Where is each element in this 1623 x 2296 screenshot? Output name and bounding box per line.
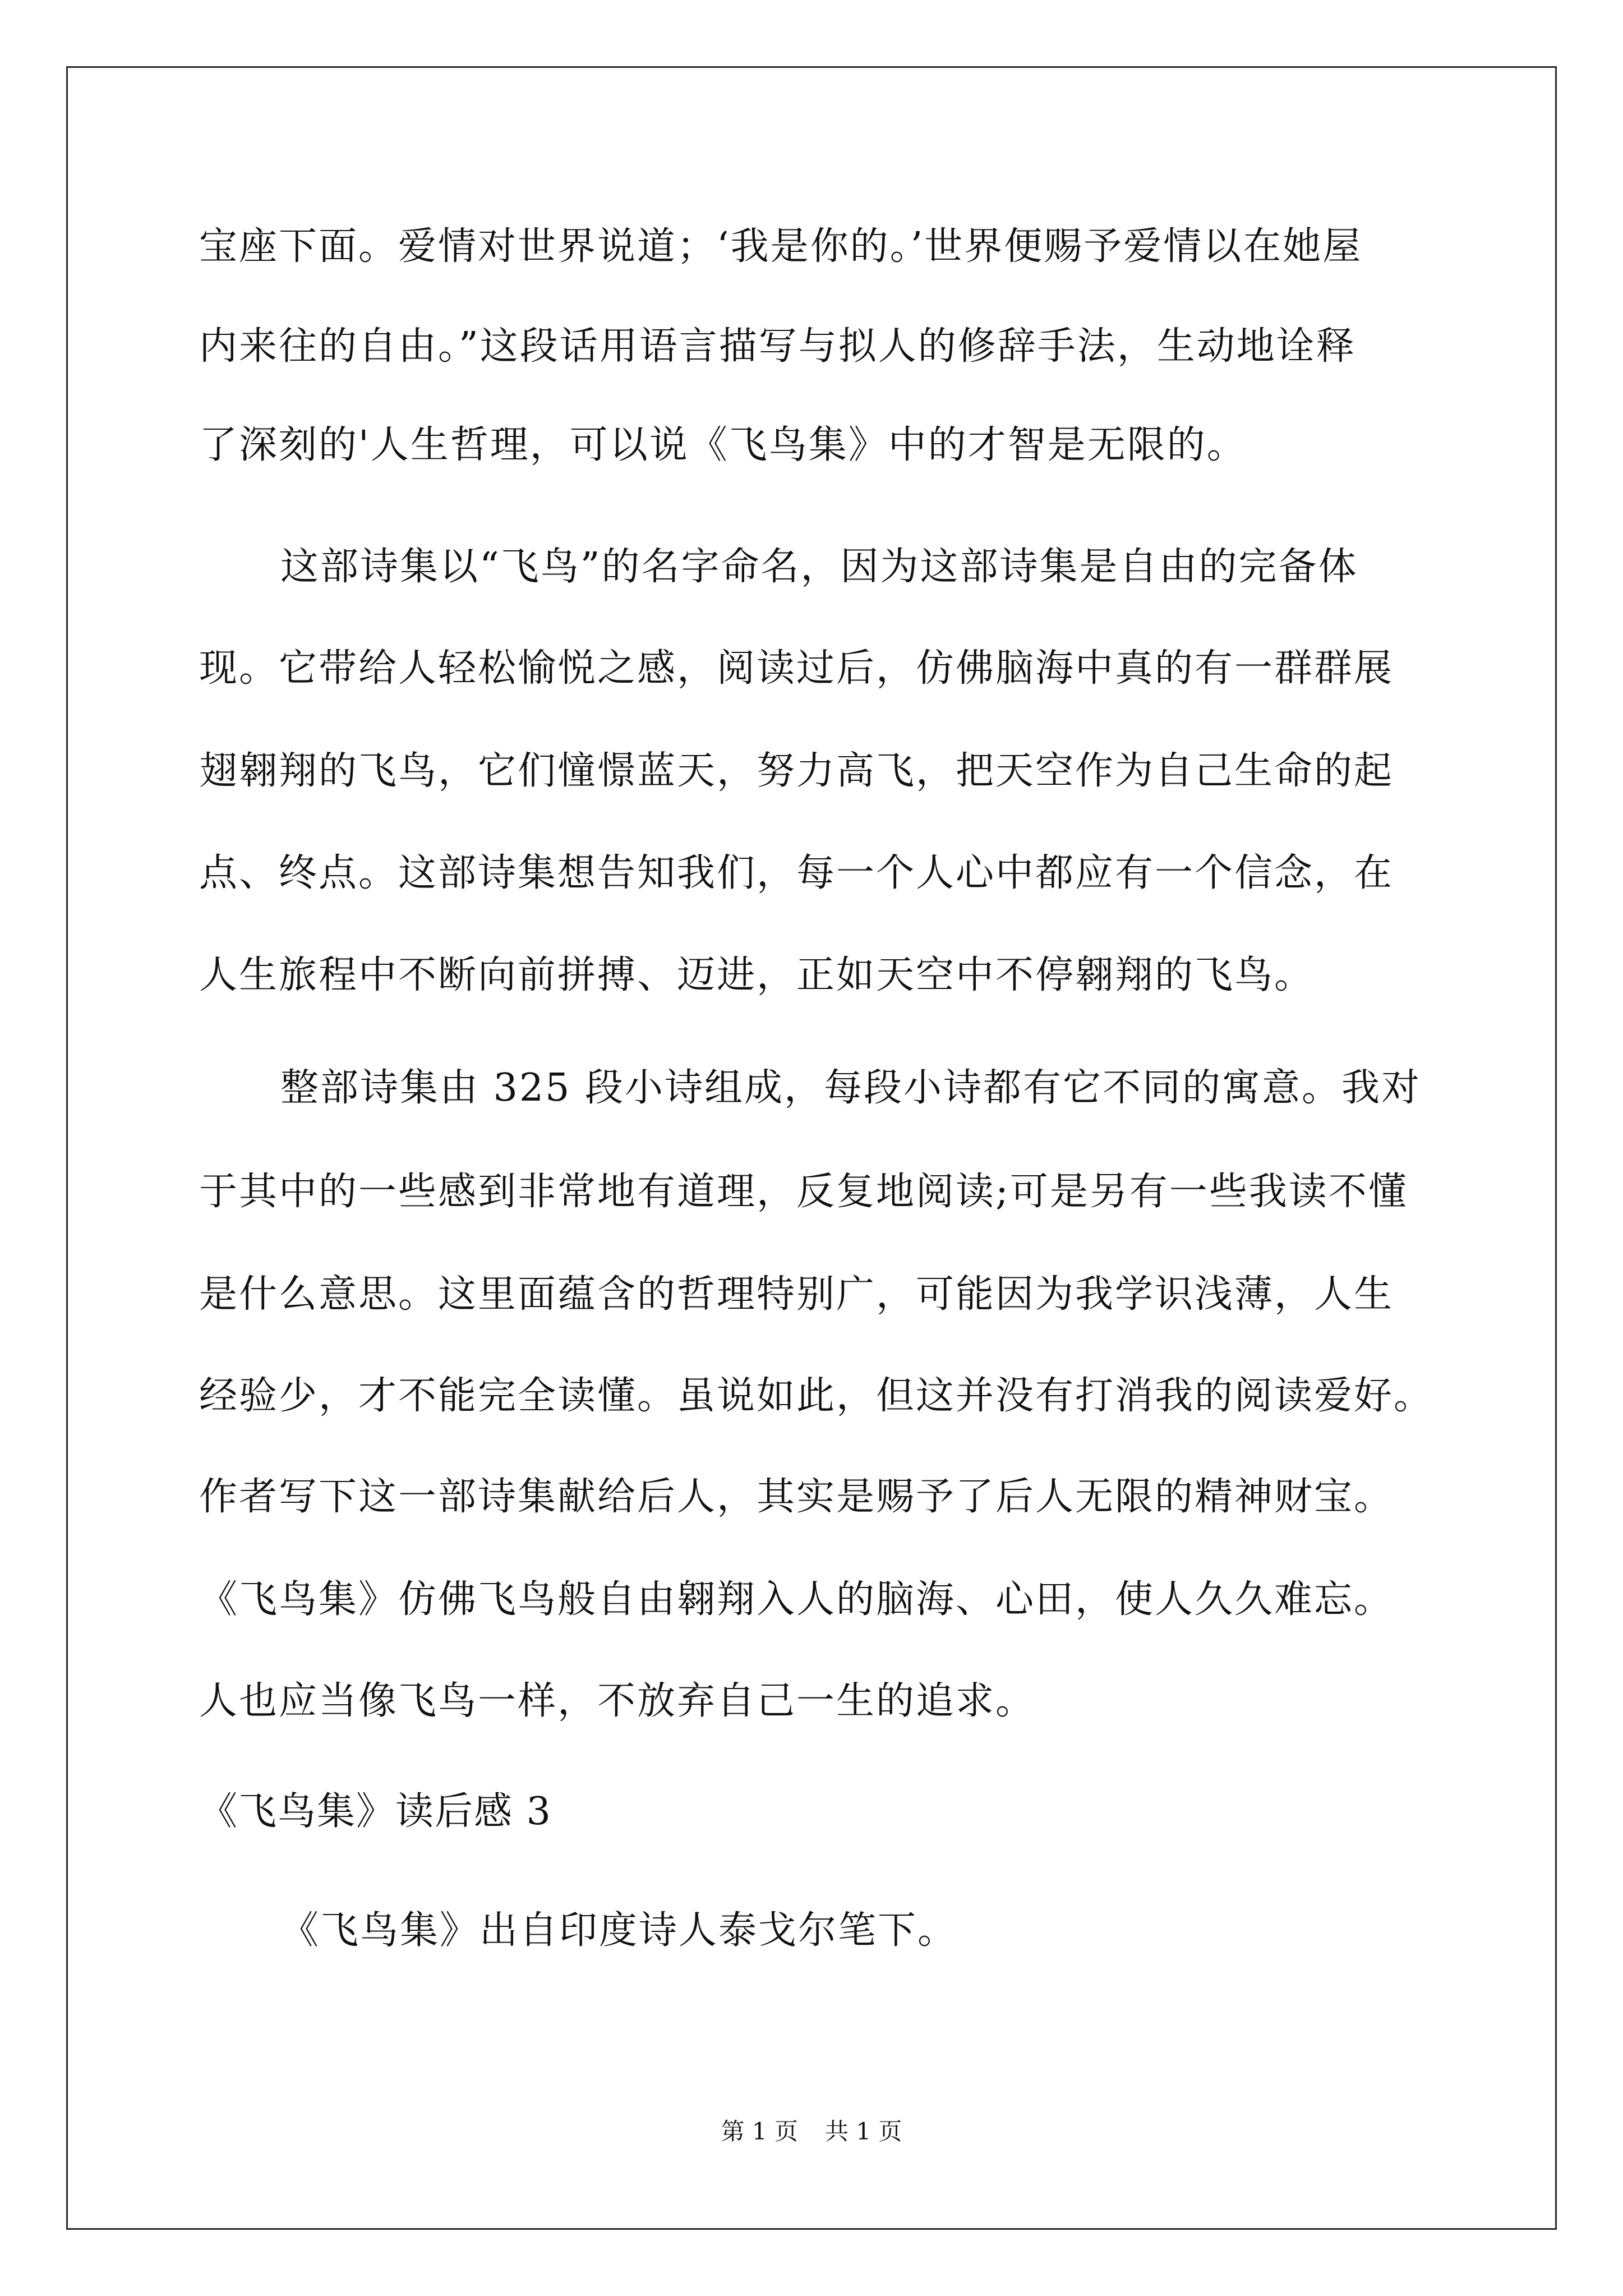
paragraph-line: 了深刻的'人生哲理，可以说《飞鸟集》中的才智是无限的。 xyxy=(199,423,1247,467)
paragraph-line: 于其中的一些感到非常地有道理，反复地阅读;可是另有一些我读不懂 xyxy=(199,1170,1408,1214)
paragraph-line: 内来往的自由。”这段话用语言描写与拟人的修辞手法，生动地诠释 xyxy=(199,324,1356,369)
paragraph-line: 这部诗集以“飞鸟”的名字命名，因为这部诗集是自由的完备体 xyxy=(280,545,1358,589)
paragraph-line: 《飞鸟集》仿佛飞鸟般自由翱翔入人的脑海、心田，使人久久难忘。 xyxy=(199,1577,1394,1622)
paragraph-line: 宝座下面。爱情对世界说道；‘我是你的。’世界便赐予爱情以在她屋 xyxy=(199,224,1363,269)
page-footer xyxy=(0,2118,1623,2146)
paragraph-line: 现。它带给人轻松愉悦之感，阅读过后，仿佛脑海中真的有一群群展 xyxy=(199,646,1394,691)
paragraph-line: 翅翱翔的飞鸟，它们憧憬蓝天，努力高飞，把天空作为自己生命的起 xyxy=(199,749,1394,793)
paragraph-line: 人也应当像飞鸟一样，不放弃自己一生的追求。 xyxy=(199,1679,1036,1723)
paragraph-line: 是什么意思。这里面蕴含的哲理特别广，可能因为我学识浅薄，人生 xyxy=(199,1272,1394,1317)
page-total: 共 1 页 xyxy=(825,2118,902,2145)
paragraph-line: 人生旅程中不断向前拼搏、迈进，正如天空中不停翱翔的飞鸟。 xyxy=(199,953,1315,997)
section-heading: 《飞鸟集》读后感 3 xyxy=(199,1789,552,1834)
paragraph-line: 《飞鸟集》出自印度诗人泰戈尔笔下。 xyxy=(280,1908,958,1953)
paragraph-line: 作者写下这一部诗集献给后人，其实是赐予了后人无限的精神财宝。 xyxy=(199,1475,1394,1519)
paragraph-line: 整部诗集由 325 段小诗组成，每段小诗都有它不同的寓意。我对 xyxy=(280,1066,1422,1110)
page-number: 第 1 页 xyxy=(721,2118,798,2145)
paragraph-line: 点、终点。这部诗集想告知我们，每一个人心中都应有一个信念，在 xyxy=(199,851,1394,895)
page-border xyxy=(66,66,1557,2230)
paragraph-line: 经验少，才不能完全读懂。虽说如此，但这并没有打消我的阅读爱好。 xyxy=(199,1374,1434,1418)
